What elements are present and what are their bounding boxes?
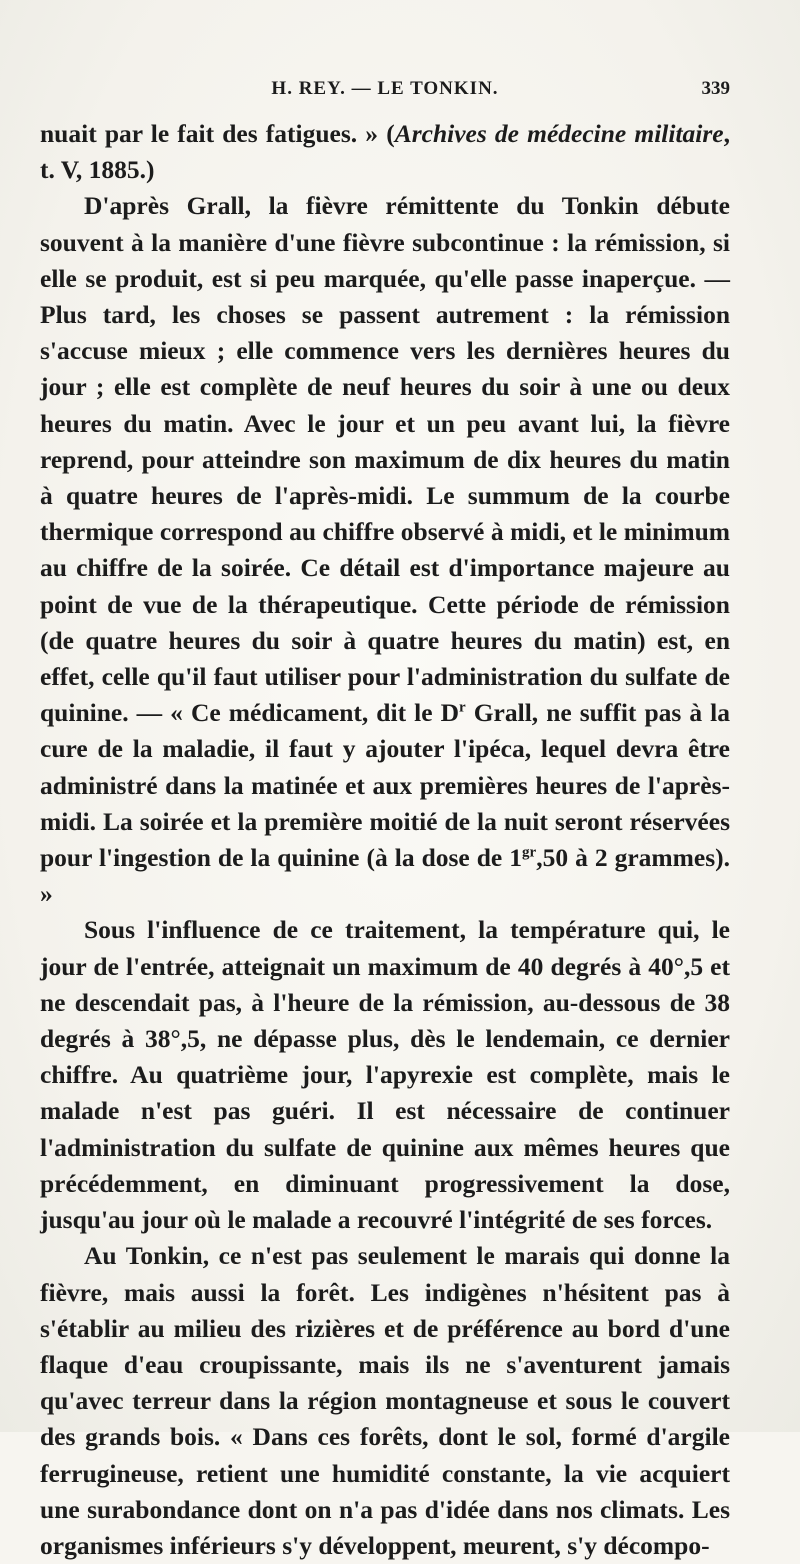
- text-run: D'après Grall, la fièvre rémittente du Tonkin débute souvent à la manière d'une fièvre subcontinue : la rémission, si elle se produit, est si peu marquée, qu'elle passe inaperçue. — Plus tard, les choses se passent autrement : la rémission s'accuse mieux ; elle commence vers les dernières heures du jour ; elle est complète de neuf heures du soir à une ou deux heures du matin. Avec le jour et un peu avant lui, la fièvre reprend, pour atteindre son maximum de dix heures du matin à quatre heures de l'après-midi. Le summum de la courbe thermique correspond au chiffre observé à midi, et le minimum au chiffre de la soirée. Ce détail est d'importance majeure au point de vue de la thérapeutique. Cette période de rémission (de quatre heures du soir à quatre heures du matin) est, en effet, celle qu'il faut utiliser pour l'administration du sulfate de quinine. — « Ce médicament, dit le D: [40, 191, 730, 728]
- text-run: , t. V, 1885.): [40, 119, 730, 185]
- text-run: Sous l'influence de ce traitement, la température qui, le jour de l'entrée, atteignait un maximum de 40 degrés à 40°,5 et ne descendait pas, à l'heure de la rémission, au-dessous de 38 degrés à 38°,5, ne dépasse plus, dès le lendemain, ce dernier chiffre. Au quatrième jour, l'apyrexie est complète, mais le malade n'est pas guéri. Il est nécessaire de continuer l'administration du sulfate de quinine aux mêmes heures que précédemment, en diminuant progressivement la dose, jusqu'au jour où le malade a recouvré l'intégrité de ses forces.: [40, 915, 730, 1235]
- superscript-text: r: [458, 699, 466, 716]
- superscript-text: gr: [522, 844, 537, 861]
- page-number: 339: [701, 78, 730, 99]
- text-run: Au Tonkin, ce n'est pas seulement le marais qui donne la fièvre, mais aussi la forêt. Les indigènes n'hésitent pas à s'établir au milieu des rizières et de préférence au bord d'une flaque d'eau croupissante, mais ils ne s'aventurent jamais qu'avec terreur dans la région montagneuse et sous le couvert des grands bois. « Dans ces forêts, dont le sol, formé d'argile ferrugineuse, retient une humidité constante, la vie acquiert une surabondance dont on n'a pas d'idée dans nos climats. Les organismes inférieurs s'y développent, meurent, s'y décompo-: [40, 1241, 730, 1560]
- paragraph-continuation: [40, 116, 730, 188]
- body-text: [40, 116, 730, 1564]
- page-header: [40, 76, 730, 106]
- text-run: ,50 à 2 grammes). »: [40, 843, 730, 909]
- paragraph-grall-fever: [40, 188, 730, 912]
- running-head: H. REY. — LE TONKIN.: [271, 78, 499, 99]
- text-run: Grall, ne suffit pas à la cure de la maladie, il faut y ajouter l'ipéca, lequel devra être administré dans la matinée et aux premières heures de l'après-midi. La soirée et la première moitié de la nuit seront réservées pour l'ingestion de la quinine (à la dose de 1: [40, 698, 730, 873]
- paragraph-tonkin-forest: [40, 1238, 730, 1564]
- text-run: nuait par le fait des fatigues. » (: [40, 119, 395, 148]
- paragraph-treatment: [40, 912, 730, 1238]
- italic-text: Archives de médecine militaire: [394, 119, 724, 148]
